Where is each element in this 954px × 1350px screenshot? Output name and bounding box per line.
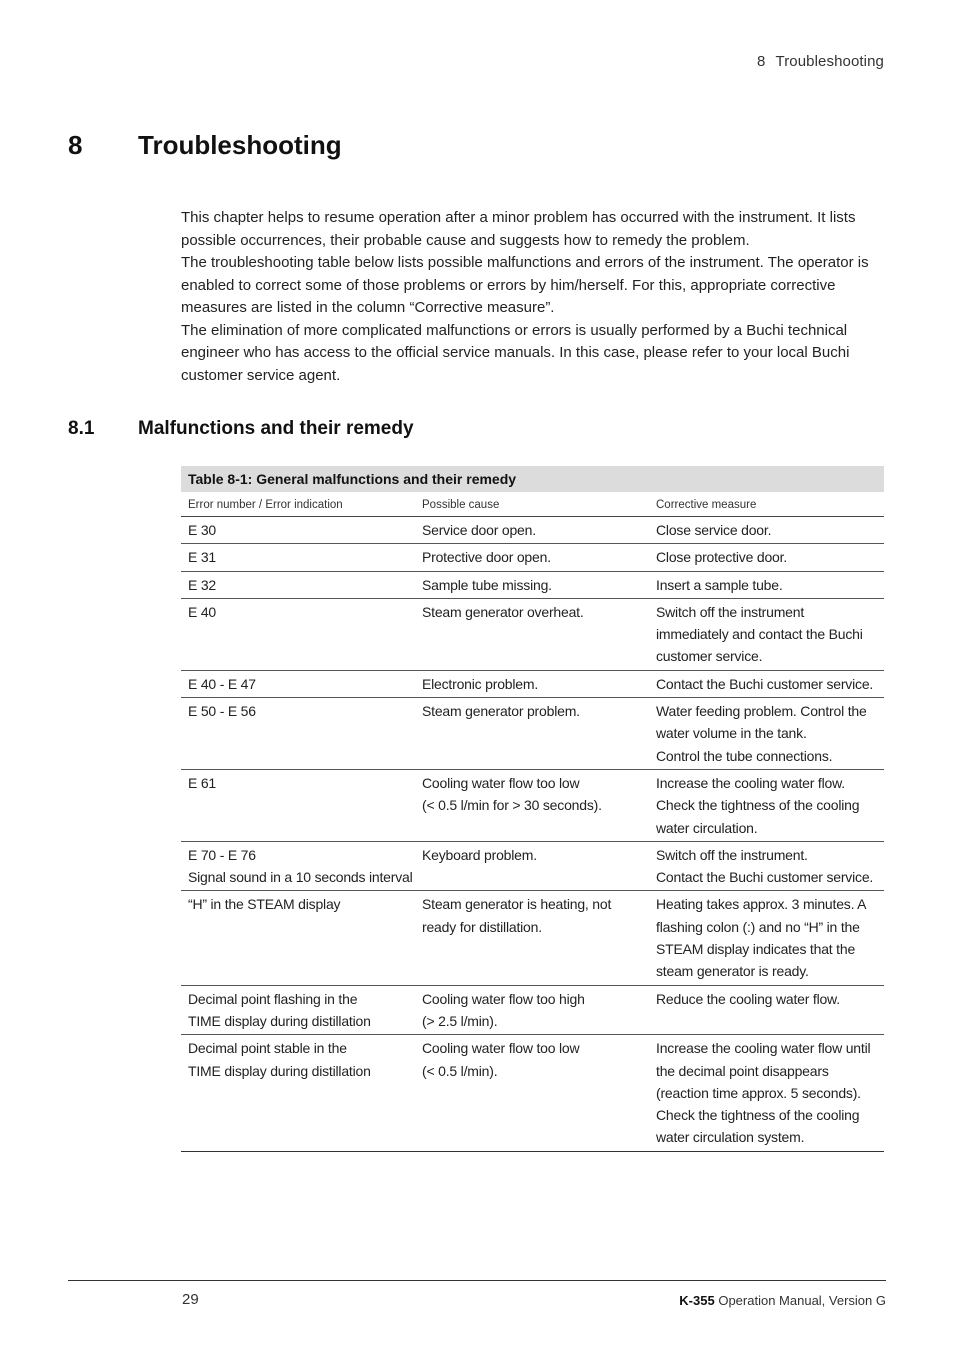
table-row: [181, 698, 884, 770]
section-heading-title: Malfunctions and their remedy: [138, 418, 414, 439]
measure-cell-line: water circulation system.: [656, 1129, 805, 1146]
measure-cell: [649, 571, 884, 598]
measure-cell-line: Reduce the cooling water flow.: [656, 990, 840, 1007]
error-cell-line: Decimal point stable in the: [188, 1040, 347, 1057]
cause-cell-line: Protective door open.: [422, 549, 551, 566]
table-row: [181, 670, 884, 697]
measure-cell-line: customer service.: [656, 648, 763, 665]
footer-product: K-355: [679, 1293, 715, 1308]
running-header-chapter-number: 8: [757, 53, 766, 70]
measure-cell-line: Contact the Buchi customer service.: [656, 869, 874, 886]
measure-cell: [649, 670, 884, 697]
cause-cell-line: Cooling water flow too high: [422, 990, 585, 1007]
cause-cell-line: (< 0.5 l/min).: [422, 1062, 498, 1079]
measure-cell-line: Increase the cooling water flow.: [656, 774, 845, 791]
cause-cell-line: ready for distillation.: [422, 918, 542, 935]
cause-cell-line: Electronic problem.: [422, 675, 539, 692]
cause-cell: [415, 891, 649, 985]
cause-cell-line: Sample tube missing.: [422, 576, 552, 593]
error-cell-line: TIME display during distillation: [188, 1062, 371, 1079]
table-row: [181, 769, 884, 841]
cause-cell: [415, 544, 649, 571]
error-cell-line: E 40: [188, 603, 216, 620]
footer-divider: [68, 1280, 886, 1281]
error-cell: [181, 985, 415, 1035]
measure-cell: [649, 769, 884, 841]
cause-cell: [415, 985, 649, 1035]
error-cell: [181, 1035, 415, 1151]
cause-cell-line: (< 0.5 l/min for > 30 seconds).: [422, 797, 602, 814]
measure-cell-line: flashing colon (:) and no “H” in the: [656, 918, 860, 935]
table-row: [181, 1035, 884, 1151]
measure-cell-line: Close service door.: [656, 522, 772, 538]
cause-cell: [415, 571, 649, 598]
cause-cell-line: Steam generator problem.: [422, 703, 580, 720]
measure-cell: [649, 698, 884, 770]
error-cell: [181, 544, 415, 571]
table-caption: Table 8-1: General malfunctions and their remedy: [181, 466, 884, 492]
measure-cell-line: Control the tube connections.: [656, 747, 833, 764]
measure-cell-line: Close protective door.: [656, 549, 788, 566]
measure-cell-line: water circulation.: [656, 819, 758, 836]
measure-cell: [649, 544, 884, 571]
page-number: 29: [182, 1291, 199, 1308]
chapter-heading-number: 8: [68, 130, 83, 160]
cause-cell: [415, 841, 649, 891]
error-cell: [181, 598, 415, 670]
error-cell: [181, 670, 415, 697]
measure-cell: [649, 598, 884, 670]
intro-text: [181, 207, 886, 387]
cause-cell: [415, 517, 649, 544]
intro-paragraph: The troubleshooting table below lists possible malfunctions and errors of the instrument. The operator is enabled to correct some of those problems or errors by him/herself. For this, appropriate corrective measures are listed in the column “Corrective measure”.: [181, 254, 869, 316]
measure-cell: [649, 841, 884, 891]
intro-paragraph: The elimination of more complicated malfunctions or errors is usually performed by a Buchi technical engineer who has access to the official service manuals. In this case, please refer to your local Buchi customer service agent.: [181, 321, 850, 384]
cause-cell: [415, 670, 649, 697]
measure-cell: [649, 517, 884, 544]
cause-cell-line: Keyboard problem.: [422, 846, 537, 863]
cause-cell-line: Steam generator is heating, not: [422, 896, 612, 913]
footer-doc-info: [679, 1293, 886, 1308]
measure-cell-line: Increase the cooling water flow until: [656, 1040, 871, 1057]
cause-cell-line: (> 2.5 l/min).: [422, 1012, 498, 1029]
malfunctions-table: [181, 466, 884, 1152]
error-cell: [181, 517, 415, 544]
error-cell-line: “H” in the STEAM display: [188, 896, 341, 913]
cause-cell: [415, 698, 649, 770]
measure-cell-line: (reaction time approx. 5 seconds).: [656, 1084, 861, 1101]
measure-cell-line: Switch off the instrument.: [656, 846, 808, 863]
malfunctions-table-grid: [181, 492, 884, 1152]
table-row: [181, 544, 884, 571]
running-header: [757, 53, 884, 70]
running-header-chapter-title: Troubleshooting: [775, 53, 884, 70]
error-cell-line: E 32: [188, 576, 216, 593]
chapter-heading: [68, 130, 342, 161]
column-header-error: Error number / Error indication: [181, 492, 415, 517]
measure-cell-line: the decimal point disappears: [656, 1062, 829, 1079]
cause-cell-line: Steam generator overheat.: [422, 603, 584, 620]
table-row: [181, 571, 884, 598]
error-cell: [181, 891, 415, 985]
table-row: [181, 517, 884, 544]
measure-cell: [649, 1035, 884, 1151]
measure-cell-line: Check the tightness of the cooling: [656, 797, 860, 814]
error-cell-line: E 40 - E 47: [188, 675, 256, 692]
section-heading-number: 8.1: [68, 418, 95, 439]
measure-cell-line: STEAM display indicates that the: [656, 941, 856, 958]
cause-cell: [415, 598, 649, 670]
error-cell: [181, 769, 415, 841]
measure-cell-line: steam generator is ready.: [656, 963, 809, 980]
measure-cell: [649, 891, 884, 985]
section-heading: [68, 418, 414, 440]
chapter-heading-title: Troubleshooting: [138, 130, 342, 160]
measure-cell-line: Heating takes approx. 3 minutes. A: [656, 896, 867, 913]
error-cell: [181, 841, 415, 891]
cause-cell-line: Cooling water flow too low: [422, 1040, 580, 1057]
error-cell-line: E 31: [188, 549, 216, 566]
measure-cell: [649, 985, 884, 1035]
error-cell-line: E 50 - E 56: [188, 703, 256, 720]
error-cell-line: E 30: [188, 522, 216, 538]
error-cell-line: E 70 - E 76: [188, 846, 256, 863]
measure-cell-line: immediately and contact the Buchi: [656, 626, 863, 643]
column-header-cause: Possible cause: [415, 492, 649, 517]
table-body: [181, 517, 884, 1152]
intro-paragraph: This chapter helps to resume operation after a minor problem has occurred with the instrument. It lists possible occurrences, their probable cause and suggests how to remedy the problem.: [181, 209, 856, 249]
measure-cell-line: Check the tightness of the cooling: [656, 1107, 860, 1124]
cause-cell-line: Cooling water flow too low: [422, 774, 580, 791]
error-cell-line: Signal sound in a 10 seconds interval: [188, 869, 413, 886]
error-cell-line: E 61: [188, 774, 216, 791]
measure-cell-line: Insert a sample tube.: [656, 576, 783, 593]
measure-cell-line: Contact the Buchi customer service.: [656, 675, 874, 692]
table-row: [181, 841, 884, 891]
table-row: [181, 598, 884, 670]
cause-cell: [415, 769, 649, 841]
table-row: [181, 891, 884, 985]
cause-cell: [415, 1035, 649, 1151]
error-cell: [181, 571, 415, 598]
measure-cell-line: Switch off the instrument: [656, 603, 805, 620]
column-header-measure: Corrective measure: [649, 492, 884, 517]
measure-cell-line: Water feeding problem. Control the: [656, 703, 867, 720]
table-row: [181, 985, 884, 1035]
error-cell: [181, 698, 415, 770]
cause-cell-line: Service door open.: [422, 522, 536, 538]
error-cell-line: TIME display during distillation: [188, 1012, 371, 1029]
table-header-row: [181, 492, 884, 517]
measure-cell-line: water volume in the tank.: [656, 725, 807, 742]
footer-doc-title: Operation Manual, Version G: [718, 1293, 886, 1308]
error-cell-line: Decimal point flashing in the: [188, 990, 358, 1007]
